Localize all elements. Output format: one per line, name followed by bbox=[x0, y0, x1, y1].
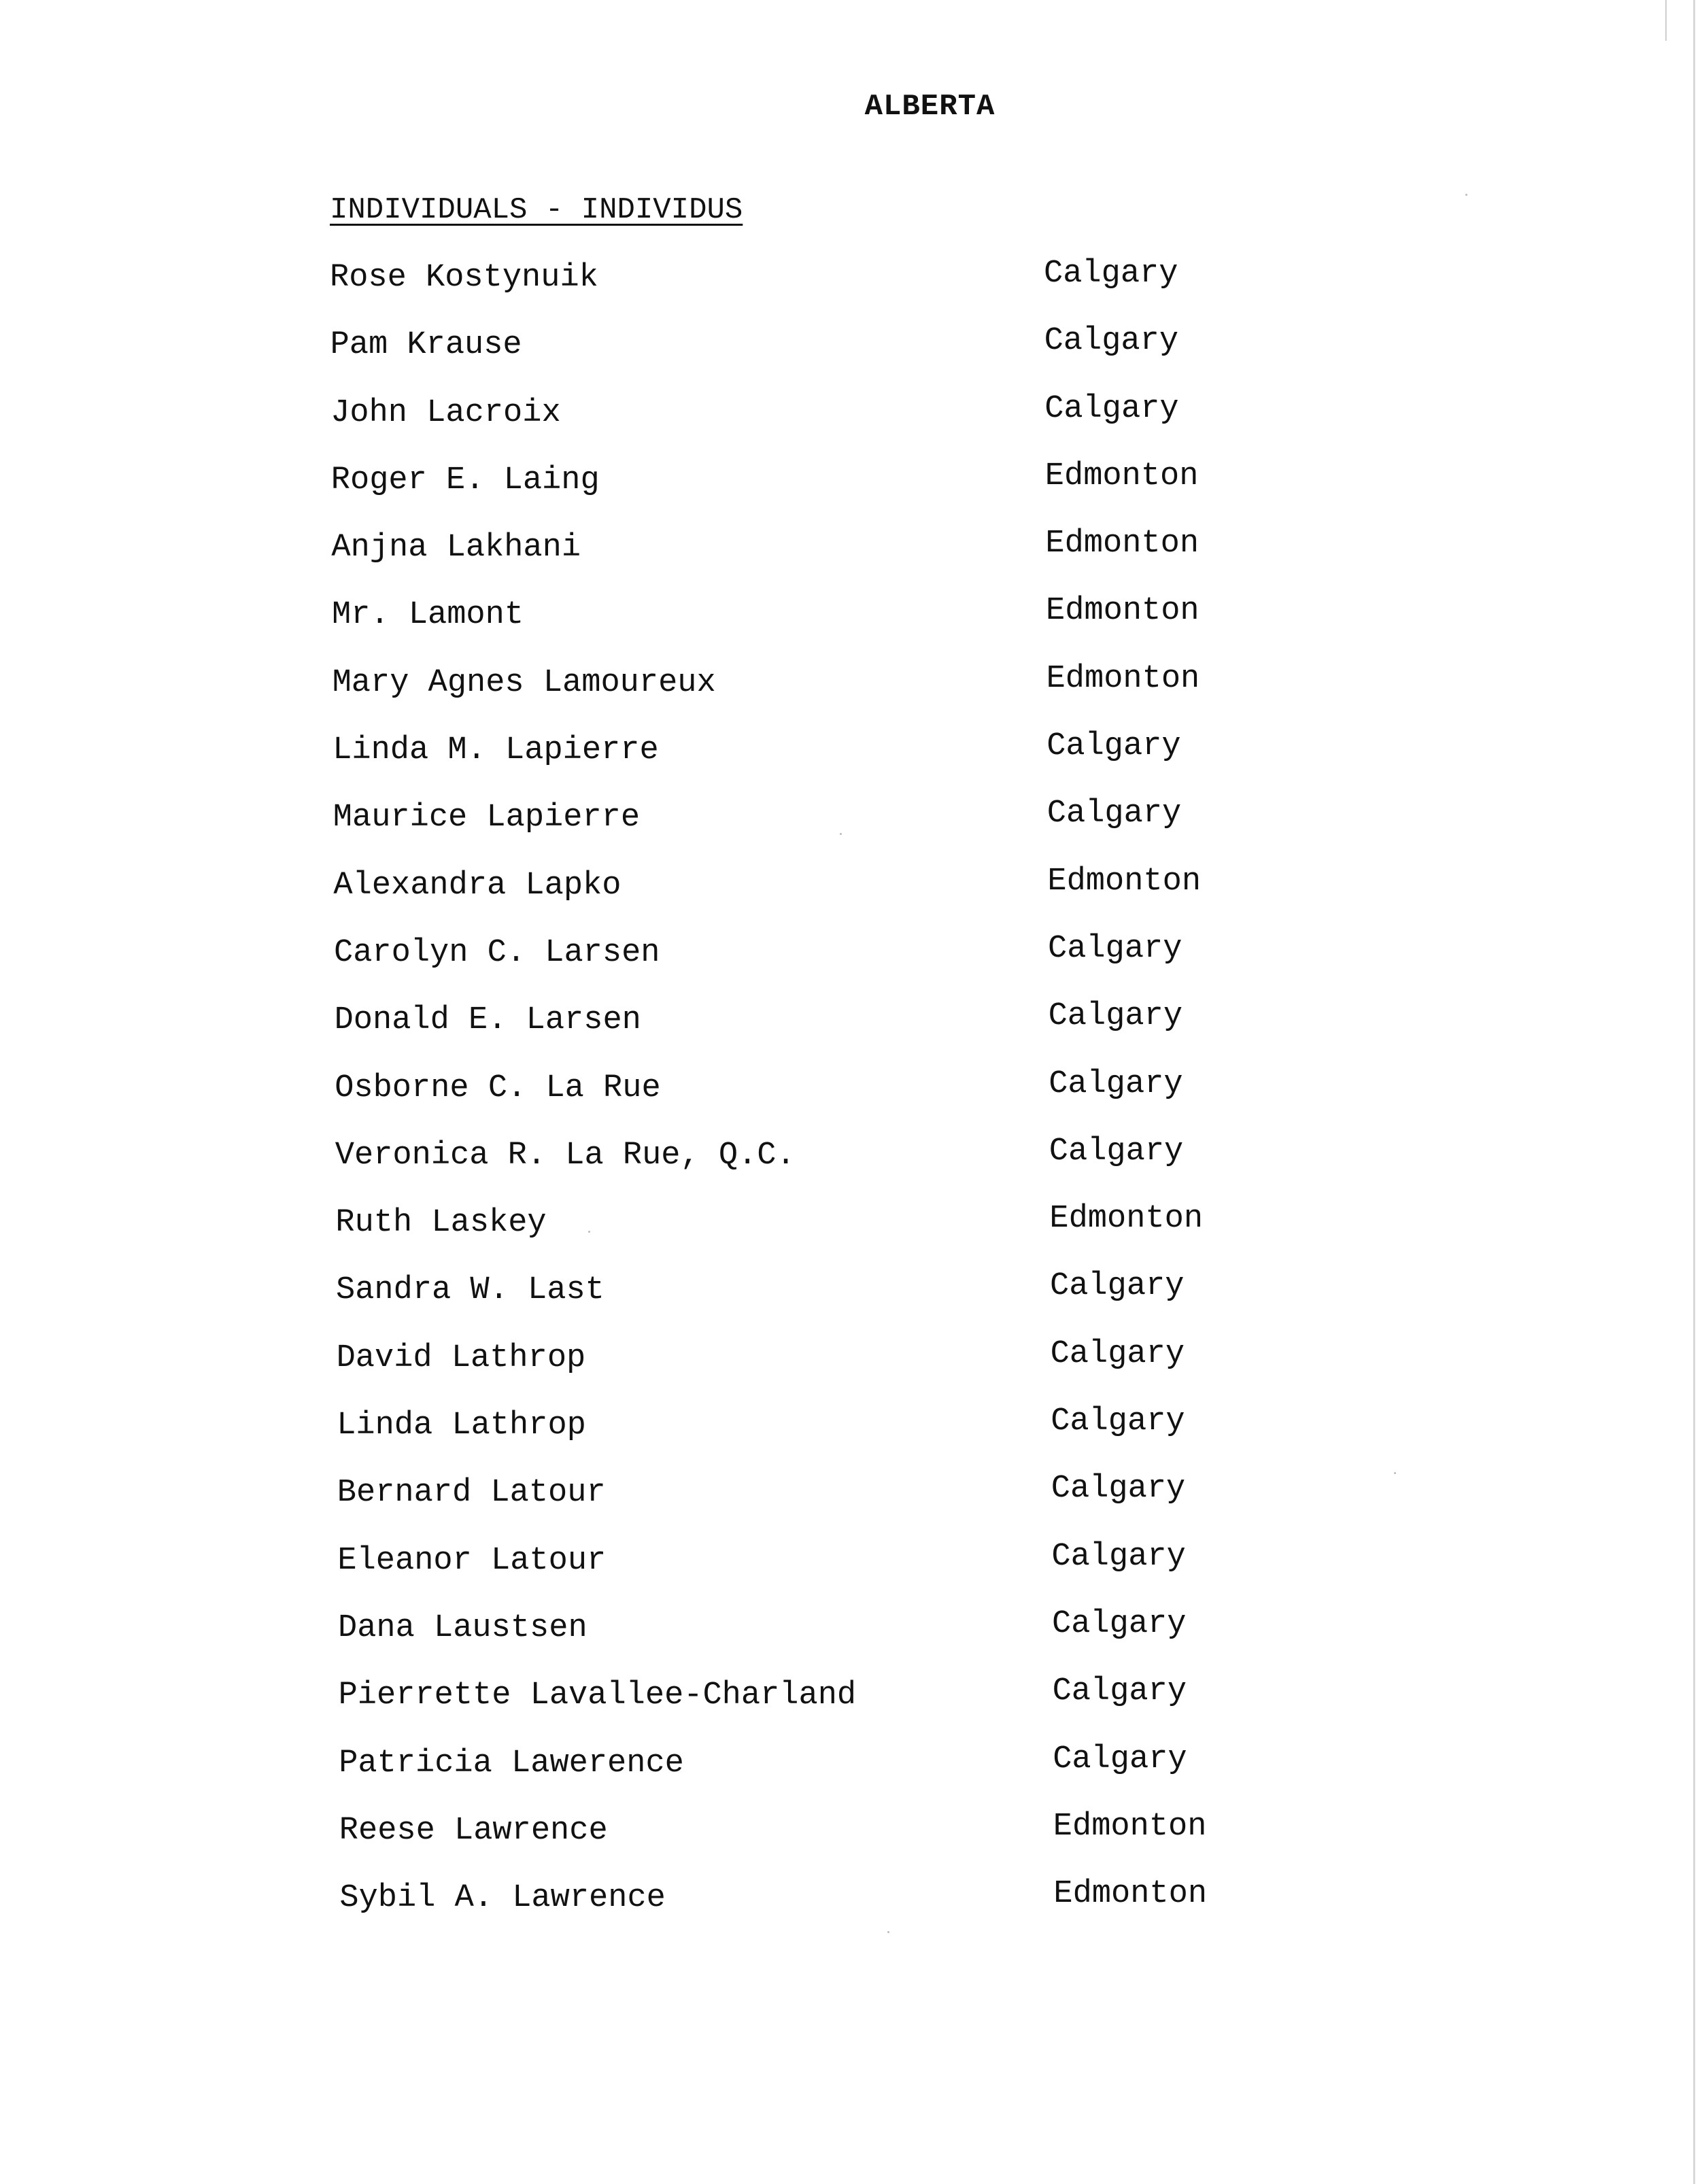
entry-city: Calgary bbox=[1052, 1673, 1187, 1710]
entry-name: Patricia Lawerence bbox=[339, 1745, 684, 1781]
list-item bbox=[330, 458, 1282, 530]
entry-city: Edmonton bbox=[1044, 458, 1199, 494]
entry-city: Edmonton bbox=[1049, 1201, 1204, 1238]
entries-list bbox=[330, 256, 1282, 1947]
list-item bbox=[330, 256, 1282, 327]
entry-city: Calgary bbox=[1044, 256, 1178, 292]
entry-city: Edmonton bbox=[1046, 660, 1200, 697]
entry-city: Edmonton bbox=[1047, 863, 1202, 900]
entry-name: Ruth Laskey bbox=[335, 1205, 547, 1242]
list-item bbox=[334, 998, 1282, 1070]
entry-name: Sybil A. Lawrence bbox=[339, 1880, 666, 1917]
entry-name: Alexandra Lapko bbox=[333, 867, 622, 904]
scan-speck bbox=[1465, 194, 1467, 196]
list-item bbox=[339, 1808, 1282, 1880]
list-item bbox=[335, 1133, 1282, 1205]
entry-name: Linda M. Lapierre bbox=[333, 732, 659, 769]
list-item bbox=[336, 1335, 1282, 1407]
entry-name: Bernard Latour bbox=[337, 1475, 606, 1512]
list-item bbox=[339, 1741, 1282, 1813]
entry-city: Edmonton bbox=[1053, 1808, 1207, 1845]
entry-city: Calgary bbox=[1049, 1133, 1184, 1170]
list-item bbox=[331, 526, 1282, 597]
entry-name: Mr. Lamont bbox=[332, 597, 524, 634]
list-item bbox=[337, 1403, 1282, 1475]
list-item bbox=[333, 863, 1282, 935]
entry-city: Calgary bbox=[1052, 1605, 1187, 1642]
entry-city: Calgary bbox=[1044, 323, 1179, 360]
list-item bbox=[333, 728, 1282, 800]
page-edge-line bbox=[1693, 0, 1695, 2184]
entry-name: Reese Lawrence bbox=[339, 1812, 608, 1849]
entry-city: Calgary bbox=[1051, 1538, 1186, 1575]
list-item bbox=[330, 323, 1282, 394]
entry-city: Calgary bbox=[1051, 1403, 1185, 1440]
list-item bbox=[336, 1268, 1282, 1340]
list-item bbox=[330, 390, 1282, 462]
entry-name: Veronica R. La Rue, Q.C. bbox=[335, 1137, 796, 1174]
entry-name: Dana Laustsen bbox=[338, 1609, 588, 1646]
page-heading: ALBERTA bbox=[864, 90, 995, 124]
entry-name: Sandra W. Last bbox=[336, 1272, 605, 1309]
entry-name: Maurice Lapierre bbox=[333, 800, 641, 836]
list-item bbox=[332, 660, 1282, 732]
entry-name: Pam Krause bbox=[330, 327, 522, 364]
page-edge-mark bbox=[1665, 0, 1667, 41]
entry-name: Eleanor Latour bbox=[337, 1542, 607, 1579]
list-item bbox=[338, 1605, 1282, 1677]
section-title: INDIVIDUALS - INDIVIDUS bbox=[330, 193, 743, 227]
entry-city: Edmonton bbox=[1053, 1876, 1208, 1913]
entry-name: Roger E. Laing bbox=[330, 462, 600, 498]
entry-name: John Lacroix bbox=[330, 394, 561, 431]
entry-name: Pierrette Lavallee-Charland bbox=[338, 1677, 857, 1714]
list-item bbox=[334, 930, 1282, 1002]
entry-city: Calgary bbox=[1049, 1065, 1183, 1102]
entry-city: Calgary bbox=[1051, 1471, 1186, 1507]
entry-name: Mary Agnes Lamoureux bbox=[332, 664, 716, 701]
list-item bbox=[337, 1471, 1282, 1542]
entry-city: Calgary bbox=[1048, 998, 1183, 1035]
list-item bbox=[335, 1065, 1282, 1138]
list-item bbox=[333, 796, 1282, 867]
scan-speck bbox=[1394, 1472, 1396, 1474]
entry-city: Calgary bbox=[1053, 1741, 1187, 1777]
entry-city: Calgary bbox=[1048, 930, 1182, 967]
entry-name: Anjna Lakhani bbox=[331, 530, 581, 566]
entry-name: Donald E. Larsen bbox=[334, 1002, 641, 1039]
list-item bbox=[338, 1673, 1282, 1745]
entry-city: Calgary bbox=[1044, 390, 1179, 427]
entry-name: Osborne C. La Rue bbox=[335, 1070, 661, 1106]
entry-city: Edmonton bbox=[1046, 593, 1199, 630]
list-item bbox=[335, 1201, 1282, 1272]
entry-city: Calgary bbox=[1050, 1335, 1185, 1372]
entry-city: Edmonton bbox=[1045, 526, 1199, 562]
entry-name: Rose Kostynuik bbox=[330, 260, 598, 296]
entry-city: Calgary bbox=[1046, 796, 1182, 832]
entry-name: Carolyn C. Larsen bbox=[334, 934, 660, 971]
entry-name: David Lathrop bbox=[336, 1340, 586, 1376]
list-item bbox=[339, 1876, 1282, 1947]
list-item bbox=[332, 593, 1282, 664]
entry-city: Calgary bbox=[1046, 728, 1181, 765]
entry-city: Calgary bbox=[1050, 1268, 1185, 1305]
list-item bbox=[337, 1538, 1282, 1610]
entry-name: Linda Lathrop bbox=[337, 1407, 586, 1444]
